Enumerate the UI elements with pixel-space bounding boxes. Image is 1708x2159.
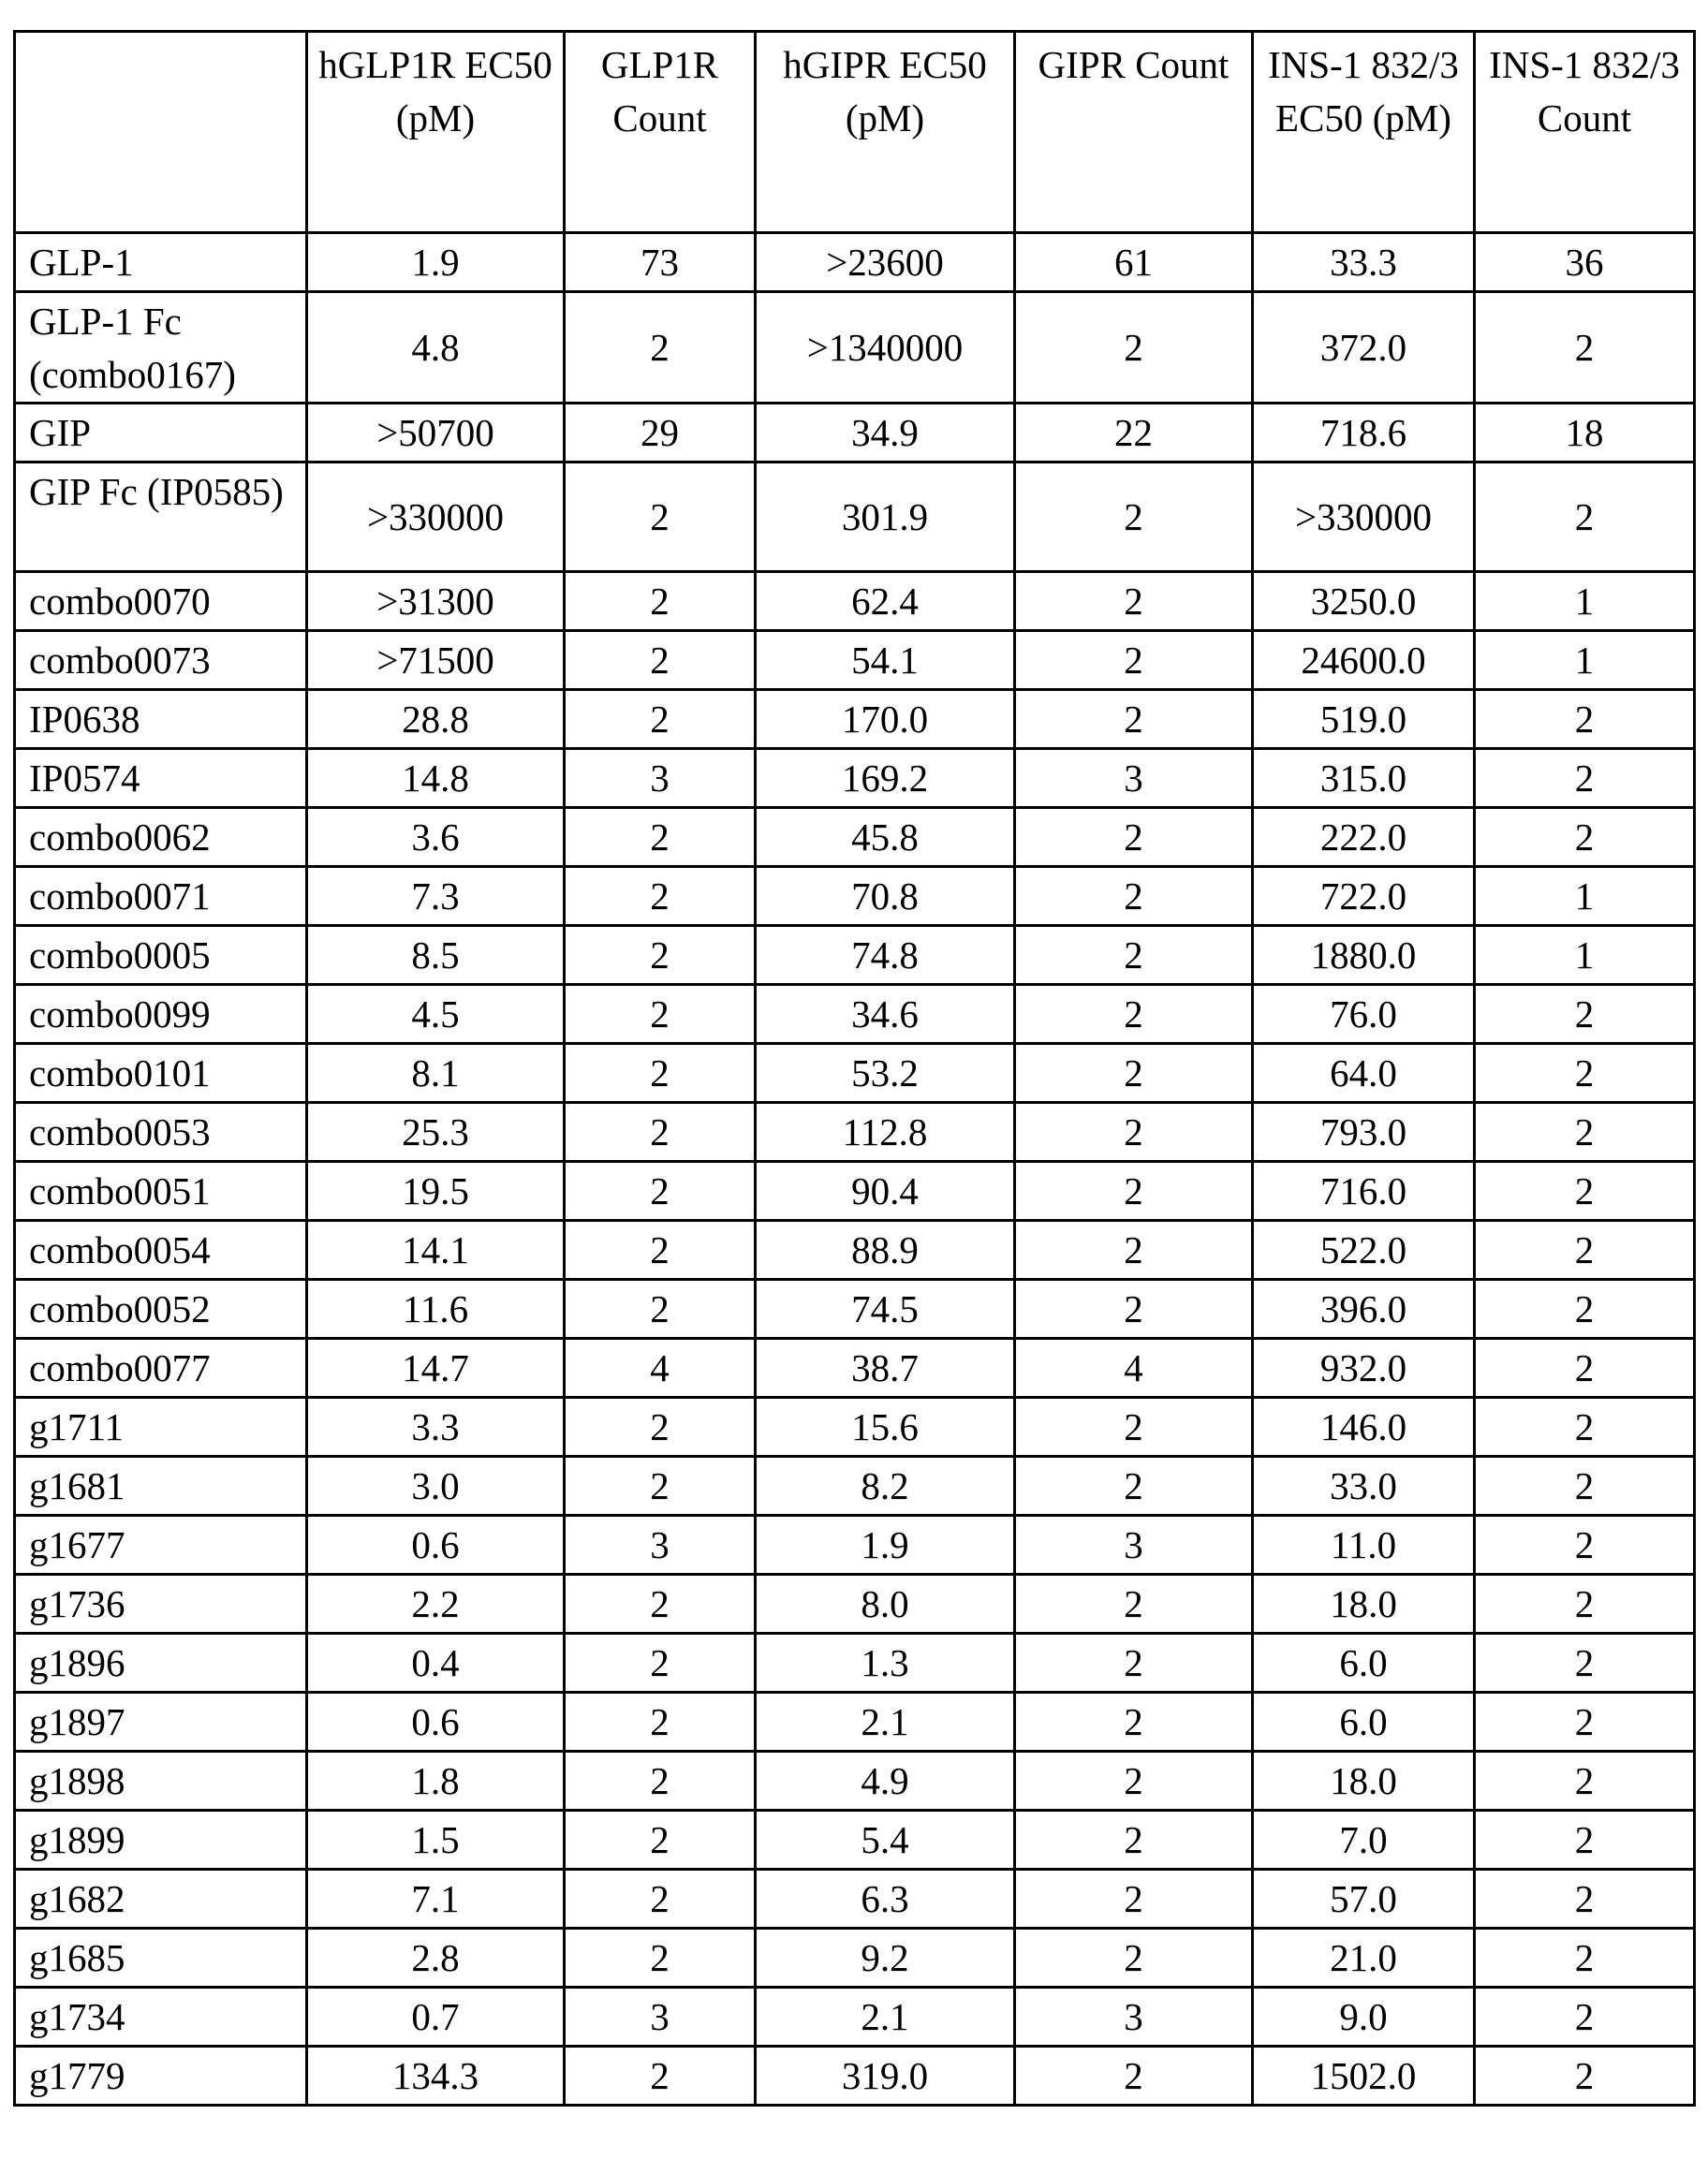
table-row bbox=[15, 1811, 1695, 1870]
cell-gipr-count: 2 bbox=[1015, 690, 1253, 749]
cell-glp1r-count: 2 bbox=[565, 2047, 756, 2106]
cell-glp1r-count: 73 bbox=[565, 233, 756, 292]
cell-ins1-ec50: 146.0 bbox=[1253, 1398, 1475, 1457]
cell-gipr-count: 2 bbox=[1015, 1162, 1253, 1221]
header-gipr-count: GIPR Count bbox=[1015, 32, 1253, 233]
cell-hgipr-ec50: 15.6 bbox=[756, 1398, 1015, 1457]
cell-hgipr-ec50: 45.8 bbox=[756, 808, 1015, 867]
cell-glp1r-count: 2 bbox=[565, 1103, 756, 1162]
cell-ins1-count: 2 bbox=[1475, 1103, 1695, 1162]
cell-ins1-ec50: 522.0 bbox=[1253, 1221, 1475, 1280]
cell-ins1-ec50: 7.0 bbox=[1253, 1811, 1475, 1870]
cell-gipr-count: 2 bbox=[1015, 1457, 1253, 1516]
cell-ins1-ec50: 64.0 bbox=[1253, 1044, 1475, 1103]
cell-gipr-count: 4 bbox=[1015, 1339, 1253, 1398]
cell-compound-name: GLP-1 Fc (combo0167) bbox=[15, 292, 307, 404]
cell-ins1-count: 2 bbox=[1475, 1339, 1695, 1398]
cell-glp1r-count: 29 bbox=[565, 404, 756, 463]
cell-ins1-ec50: 1880.0 bbox=[1253, 926, 1475, 985]
cell-hgipr-ec50: 170.0 bbox=[756, 690, 1015, 749]
cell-compound-name: combo0051 bbox=[15, 1162, 307, 1221]
cell-hglp1r-ec50: 1.9 bbox=[307, 233, 565, 292]
cell-ins1-count: 1 bbox=[1475, 867, 1695, 926]
cell-compound-name: combo0005 bbox=[15, 926, 307, 985]
table-row bbox=[15, 1398, 1695, 1457]
cell-gipr-count: 2 bbox=[1015, 2047, 1253, 2106]
table-row bbox=[15, 1870, 1695, 1929]
cell-ins1-ec50: 315.0 bbox=[1253, 749, 1475, 808]
cell-hgipr-ec50: 8.0 bbox=[756, 1575, 1015, 1634]
table-row bbox=[15, 572, 1695, 631]
cell-hglp1r-ec50: 2.8 bbox=[307, 1929, 565, 1988]
cell-ins1-ec50: 716.0 bbox=[1253, 1162, 1475, 1221]
cell-ins1-ec50: 372.0 bbox=[1253, 292, 1475, 404]
cell-ins1-count: 2 bbox=[1475, 1221, 1695, 1280]
cell-compound-name: g1899 bbox=[15, 1811, 307, 1870]
cell-hgipr-ec50: 74.5 bbox=[756, 1280, 1015, 1339]
cell-gipr-count: 61 bbox=[1015, 233, 1253, 292]
cell-hglp1r-ec50: 7.3 bbox=[307, 867, 565, 926]
cell-glp1r-count: 2 bbox=[565, 1811, 756, 1870]
cell-compound-name: IP0574 bbox=[15, 749, 307, 808]
cell-glp1r-count: 2 bbox=[565, 1398, 756, 1457]
cell-hglp1r-ec50: 3.3 bbox=[307, 1398, 565, 1457]
cell-ins1-ec50: 1502.0 bbox=[1253, 2047, 1475, 2106]
table-row bbox=[15, 631, 1695, 690]
cell-glp1r-count: 2 bbox=[565, 1870, 756, 1929]
cell-hgipr-ec50: 9.2 bbox=[756, 1929, 1015, 1988]
cell-hglp1r-ec50: 8.1 bbox=[307, 1044, 565, 1103]
header-hglp1r-ec50: hGLP1R EC50 (pM) bbox=[307, 32, 565, 233]
cell-glp1r-count: 2 bbox=[565, 1457, 756, 1516]
cell-ins1-count: 2 bbox=[1475, 1398, 1695, 1457]
cell-hglp1r-ec50: 0.4 bbox=[307, 1634, 565, 1693]
cell-ins1-ec50: 396.0 bbox=[1253, 1280, 1475, 1339]
cell-compound-name: g1734 bbox=[15, 1988, 307, 2047]
cell-glp1r-count: 2 bbox=[565, 1752, 756, 1811]
cell-gipr-count: 2 bbox=[1015, 1752, 1253, 1811]
cell-hglp1r-ec50: 25.3 bbox=[307, 1103, 565, 1162]
cell-hgipr-ec50: 169.2 bbox=[756, 749, 1015, 808]
cell-ins1-count: 2 bbox=[1475, 1811, 1695, 1870]
cell-compound-name: g1779 bbox=[15, 2047, 307, 2106]
table-row bbox=[15, 1044, 1695, 1103]
cell-hglp1r-ec50: 19.5 bbox=[307, 1162, 565, 1221]
cell-glp1r-count: 2 bbox=[565, 1634, 756, 1693]
cell-ins1-count: 1 bbox=[1475, 631, 1695, 690]
cell-ins1-count: 36 bbox=[1475, 233, 1695, 292]
cell-gipr-count: 2 bbox=[1015, 1929, 1253, 1988]
cell-gipr-count: 2 bbox=[1015, 1103, 1253, 1162]
cell-hglp1r-ec50: >71500 bbox=[307, 631, 565, 690]
cell-glp1r-count: 3 bbox=[565, 1516, 756, 1575]
cell-glp1r-count: 2 bbox=[565, 867, 756, 926]
cell-glp1r-count: 2 bbox=[565, 985, 756, 1044]
cell-hgipr-ec50: 88.9 bbox=[756, 1221, 1015, 1280]
cell-ins1-ec50: >330000 bbox=[1253, 463, 1475, 572]
header-hgipr-ec50: hGIPR EC50 (pM) bbox=[756, 32, 1015, 233]
cell-hgipr-ec50: 2.1 bbox=[756, 1693, 1015, 1752]
cell-hgipr-ec50: 1.9 bbox=[756, 1516, 1015, 1575]
header-ins1-ec50: INS-1 832/3 EC50 (pM) bbox=[1253, 32, 1475, 233]
cell-compound-name: g1677 bbox=[15, 1516, 307, 1575]
cell-hglp1r-ec50: 2.2 bbox=[307, 1575, 565, 1634]
cell-hglp1r-ec50: 0.7 bbox=[307, 1988, 565, 2047]
cell-glp1r-count: 3 bbox=[565, 1988, 756, 2047]
table-row bbox=[15, 1929, 1695, 1988]
cell-ins1-count: 2 bbox=[1475, 2047, 1695, 2106]
table-row bbox=[15, 1339, 1695, 1398]
table-row bbox=[15, 867, 1695, 926]
cell-ins1-ec50: 9.0 bbox=[1253, 1988, 1475, 2047]
cell-gipr-count: 2 bbox=[1015, 1280, 1253, 1339]
cell-ins1-ec50: 24600.0 bbox=[1253, 631, 1475, 690]
cell-ins1-ec50: 519.0 bbox=[1253, 690, 1475, 749]
cell-gipr-count: 3 bbox=[1015, 749, 1253, 808]
cell-ins1-count: 2 bbox=[1475, 749, 1695, 808]
cell-ins1-count: 2 bbox=[1475, 808, 1695, 867]
table-row bbox=[15, 233, 1695, 292]
table-body bbox=[15, 233, 1695, 2106]
cell-ins1-ec50: 6.0 bbox=[1253, 1634, 1475, 1693]
cell-hgipr-ec50: 53.2 bbox=[756, 1044, 1015, 1103]
cell-ins1-count: 2 bbox=[1475, 1634, 1695, 1693]
cell-hglp1r-ec50: >50700 bbox=[307, 404, 565, 463]
cell-ins1-ec50: 21.0 bbox=[1253, 1929, 1475, 1988]
table-row bbox=[15, 404, 1695, 463]
table-row bbox=[15, 463, 1695, 572]
cell-ins1-count: 2 bbox=[1475, 1516, 1695, 1575]
cell-hgipr-ec50: 34.6 bbox=[756, 985, 1015, 1044]
cell-glp1r-count: 2 bbox=[565, 463, 756, 572]
cell-hglp1r-ec50: 11.6 bbox=[307, 1280, 565, 1339]
cell-gipr-count: 3 bbox=[1015, 1516, 1253, 1575]
cell-gipr-count: 2 bbox=[1015, 1398, 1253, 1457]
cell-compound-name: g1711 bbox=[15, 1398, 307, 1457]
header-cell-empty bbox=[15, 32, 307, 233]
cell-glp1r-count: 2 bbox=[565, 631, 756, 690]
cell-ins1-ec50: 18.0 bbox=[1253, 1752, 1475, 1811]
cell-hgipr-ec50: >23600 bbox=[756, 233, 1015, 292]
cell-ins1-count: 2 bbox=[1475, 1988, 1695, 2047]
cell-ins1-ec50: 33.3 bbox=[1253, 233, 1475, 292]
cell-hgipr-ec50: 4.9 bbox=[756, 1752, 1015, 1811]
table-row bbox=[15, 926, 1695, 985]
cell-hglp1r-ec50: 1.5 bbox=[307, 1811, 565, 1870]
cell-compound-name: g1736 bbox=[15, 1575, 307, 1634]
cell-glp1r-count: 2 bbox=[565, 1162, 756, 1221]
cell-ins1-ec50: 18.0 bbox=[1253, 1575, 1475, 1634]
cell-hgipr-ec50: 8.2 bbox=[756, 1457, 1015, 1516]
cell-gipr-count: 2 bbox=[1015, 1575, 1253, 1634]
cell-ins1-count: 1 bbox=[1475, 572, 1695, 631]
table-row bbox=[15, 1516, 1695, 1575]
cell-hglp1r-ec50: 7.1 bbox=[307, 1870, 565, 1929]
cell-compound-name: GIP bbox=[15, 404, 307, 463]
cell-ins1-ec50: 57.0 bbox=[1253, 1870, 1475, 1929]
cell-compound-name: GIP Fc (IP0585) bbox=[15, 463, 307, 572]
table-row bbox=[15, 1103, 1695, 1162]
cell-ins1-ec50: 793.0 bbox=[1253, 1103, 1475, 1162]
table-row bbox=[15, 1221, 1695, 1280]
cell-gipr-count: 2 bbox=[1015, 292, 1253, 404]
header-ins1-count: INS-1 832/3 Count bbox=[1475, 32, 1695, 233]
cell-hgipr-ec50: 5.4 bbox=[756, 1811, 1015, 1870]
cell-ins1-count: 1 bbox=[1475, 926, 1695, 985]
cell-hglp1r-ec50: 4.8 bbox=[307, 292, 565, 404]
cell-gipr-count: 2 bbox=[1015, 985, 1253, 1044]
cell-ins1-count: 2 bbox=[1475, 1044, 1695, 1103]
cell-glp1r-count: 2 bbox=[565, 572, 756, 631]
cell-ins1-count: 2 bbox=[1475, 1575, 1695, 1634]
table-row bbox=[15, 1162, 1695, 1221]
cell-compound-name: combo0073 bbox=[15, 631, 307, 690]
cell-hgipr-ec50: 62.4 bbox=[756, 572, 1015, 631]
cell-hgipr-ec50: 2.1 bbox=[756, 1988, 1015, 2047]
cell-gipr-count: 2 bbox=[1015, 1044, 1253, 1103]
cell-glp1r-count: 2 bbox=[565, 1693, 756, 1752]
cell-hglp1r-ec50: 28.8 bbox=[307, 690, 565, 749]
table-row bbox=[15, 690, 1695, 749]
cell-hglp1r-ec50: 1.8 bbox=[307, 1752, 565, 1811]
cell-gipr-count: 3 bbox=[1015, 1988, 1253, 2047]
cell-compound-name: g1681 bbox=[15, 1457, 307, 1516]
cell-hgipr-ec50: 319.0 bbox=[756, 2047, 1015, 2106]
cell-gipr-count: 2 bbox=[1015, 1811, 1253, 1870]
cell-glp1r-count: 2 bbox=[565, 690, 756, 749]
table-row bbox=[15, 985, 1695, 1044]
cell-ins1-ec50: 718.6 bbox=[1253, 404, 1475, 463]
cell-hglp1r-ec50: 0.6 bbox=[307, 1516, 565, 1575]
cell-gipr-count: 2 bbox=[1015, 631, 1253, 690]
cell-hgipr-ec50: 74.8 bbox=[756, 926, 1015, 985]
cell-glp1r-count: 2 bbox=[565, 292, 756, 404]
cell-hgipr-ec50: 38.7 bbox=[756, 1339, 1015, 1398]
cell-ins1-count: 2 bbox=[1475, 1870, 1695, 1929]
cell-hglp1r-ec50: 8.5 bbox=[307, 926, 565, 985]
cell-hglp1r-ec50: 14.1 bbox=[307, 1221, 565, 1280]
cell-hgipr-ec50: 6.3 bbox=[756, 1870, 1015, 1929]
table-row bbox=[15, 292, 1695, 404]
cell-hglp1r-ec50: 0.6 bbox=[307, 1693, 565, 1752]
cell-hgipr-ec50: 34.9 bbox=[756, 404, 1015, 463]
ec50-data-table bbox=[13, 30, 1696, 2107]
cell-hgipr-ec50: 301.9 bbox=[756, 463, 1015, 572]
cell-gipr-count: 2 bbox=[1015, 867, 1253, 926]
cell-gipr-count: 2 bbox=[1015, 1870, 1253, 1929]
table-row bbox=[15, 808, 1695, 867]
cell-ins1-count: 18 bbox=[1475, 404, 1695, 463]
table-row bbox=[15, 1752, 1695, 1811]
cell-compound-name: g1682 bbox=[15, 1870, 307, 1929]
cell-compound-name: combo0053 bbox=[15, 1103, 307, 1162]
cell-compound-name: combo0062 bbox=[15, 808, 307, 867]
table-row bbox=[15, 1634, 1695, 1693]
cell-compound-name: g1685 bbox=[15, 1929, 307, 1988]
cell-compound-name: combo0099 bbox=[15, 985, 307, 1044]
table-row bbox=[15, 1988, 1695, 2047]
cell-gipr-count: 2 bbox=[1015, 1693, 1253, 1752]
header-row bbox=[15, 32, 1695, 233]
cell-glp1r-count: 4 bbox=[565, 1339, 756, 1398]
cell-compound-name: g1898 bbox=[15, 1752, 307, 1811]
cell-compound-name: g1897 bbox=[15, 1693, 307, 1752]
header-glp1r-count: GLP1R Count bbox=[565, 32, 756, 233]
cell-glp1r-count: 3 bbox=[565, 749, 756, 808]
cell-gipr-count: 22 bbox=[1015, 404, 1253, 463]
cell-ins1-count: 2 bbox=[1475, 292, 1695, 404]
cell-compound-name: combo0077 bbox=[15, 1339, 307, 1398]
cell-compound-name: combo0052 bbox=[15, 1280, 307, 1339]
cell-gipr-count: 2 bbox=[1015, 1221, 1253, 1280]
cell-ins1-ec50: 222.0 bbox=[1253, 808, 1475, 867]
cell-gipr-count: 2 bbox=[1015, 463, 1253, 572]
cell-compound-name: g1896 bbox=[15, 1634, 307, 1693]
cell-hglp1r-ec50: 14.7 bbox=[307, 1339, 565, 1398]
cell-gipr-count: 2 bbox=[1015, 926, 1253, 985]
cell-ins1-count: 2 bbox=[1475, 1457, 1695, 1516]
cell-compound-name: combo0054 bbox=[15, 1221, 307, 1280]
cell-compound-name: GLP-1 bbox=[15, 233, 307, 292]
cell-ins1-ec50: 722.0 bbox=[1253, 867, 1475, 926]
cell-ins1-ec50: 11.0 bbox=[1253, 1516, 1475, 1575]
cell-compound-name: combo0101 bbox=[15, 1044, 307, 1103]
table-row bbox=[15, 1457, 1695, 1516]
cell-hgipr-ec50: 112.8 bbox=[756, 1103, 1015, 1162]
cell-hglp1r-ec50: 14.8 bbox=[307, 749, 565, 808]
table-row bbox=[15, 749, 1695, 808]
cell-compound-name: IP0638 bbox=[15, 690, 307, 749]
cell-glp1r-count: 2 bbox=[565, 1221, 756, 1280]
table-row bbox=[15, 1693, 1695, 1752]
cell-compound-name: combo0070 bbox=[15, 572, 307, 631]
cell-ins1-count: 2 bbox=[1475, 1162, 1695, 1221]
cell-hgipr-ec50: 90.4 bbox=[756, 1162, 1015, 1221]
cell-compound-name: combo0071 bbox=[15, 867, 307, 926]
cell-gipr-count: 2 bbox=[1015, 808, 1253, 867]
cell-hglp1r-ec50: 134.3 bbox=[307, 2047, 565, 2106]
cell-hgipr-ec50: 54.1 bbox=[756, 631, 1015, 690]
cell-ins1-count: 2 bbox=[1475, 690, 1695, 749]
cell-hglp1r-ec50: >330000 bbox=[307, 463, 565, 572]
cell-ins1-count: 2 bbox=[1475, 1929, 1695, 1988]
cell-gipr-count: 2 bbox=[1015, 572, 1253, 631]
cell-hgipr-ec50: >1340000 bbox=[756, 292, 1015, 404]
cell-ins1-count: 2 bbox=[1475, 985, 1695, 1044]
cell-ins1-count: 2 bbox=[1475, 1752, 1695, 1811]
cell-glp1r-count: 2 bbox=[565, 1044, 756, 1103]
cell-hgipr-ec50: 70.8 bbox=[756, 867, 1015, 926]
cell-hgipr-ec50: 1.3 bbox=[756, 1634, 1015, 1693]
cell-glp1r-count: 2 bbox=[565, 1280, 756, 1339]
cell-ins1-count: 2 bbox=[1475, 1280, 1695, 1339]
table-row bbox=[15, 2047, 1695, 2106]
cell-hglp1r-ec50: 3.0 bbox=[307, 1457, 565, 1516]
cell-glp1r-count: 2 bbox=[565, 1575, 756, 1634]
cell-ins1-count: 2 bbox=[1475, 1693, 1695, 1752]
cell-glp1r-count: 2 bbox=[565, 808, 756, 867]
table-row bbox=[15, 1575, 1695, 1634]
cell-hglp1r-ec50: >31300 bbox=[307, 572, 565, 631]
cell-gipr-count: 2 bbox=[1015, 1634, 1253, 1693]
cell-ins1-ec50: 6.0 bbox=[1253, 1693, 1475, 1752]
cell-ins1-ec50: 76.0 bbox=[1253, 985, 1475, 1044]
cell-hglp1r-ec50: 4.5 bbox=[307, 985, 565, 1044]
cell-hglp1r-ec50: 3.6 bbox=[307, 808, 565, 867]
cell-glp1r-count: 2 bbox=[565, 1929, 756, 1988]
cell-ins1-ec50: 3250.0 bbox=[1253, 572, 1475, 631]
cell-glp1r-count: 2 bbox=[565, 926, 756, 985]
cell-ins1-ec50: 33.0 bbox=[1253, 1457, 1475, 1516]
cell-ins1-ec50: 932.0 bbox=[1253, 1339, 1475, 1398]
cell-ins1-count: 2 bbox=[1475, 463, 1695, 572]
table-row bbox=[15, 1280, 1695, 1339]
